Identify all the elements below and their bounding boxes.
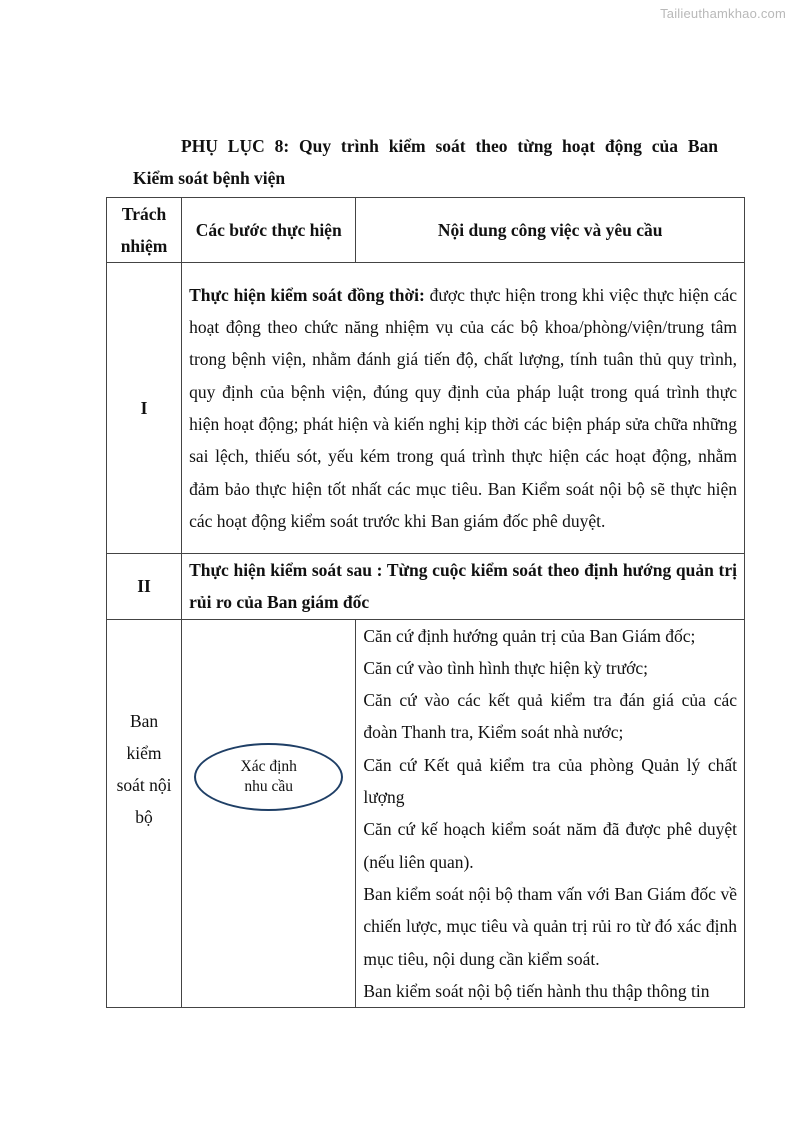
header-steps: Các bước thực hiện [182,198,356,263]
title-line-1: PHỤ LỤC 8: Quy trình kiểm soát theo từng hoạt động của Ban [181,136,718,156]
row-III-responsibility: Ban kiểm soát nội bộ [107,575,182,964]
table-row-I [107,263,745,554]
content-item: Ban kiểm soát nội bộ tham vấn với Ban Giám đốc về chiến lược, mục tiêu và quản trị rủi ro từ đó xác định mục tiêu, nội dung cần kiểm soát. [363,883,737,969]
title-line-2: Kiểm soát bệnh viện [133,168,286,188]
header-content: Nội dung công việc và yêu cầu [356,198,745,263]
step-label-line-2: nhu cầu [244,778,294,796]
row-III-content [356,619,745,1008]
watermark: Tailieuthamkhao.com [660,6,786,21]
row-I-text: được thực hiện trong khi việc thực hiện các hoạt động theo chức năng nhiệm vụ của các bộ khoa/phòng/viện/trung tâm trong bệnh viện, nhằm đánh giá tiến độ, chất lượng, tính tuân thủ quy trình, quy định của bệnh viện, đúng quy định của pháp luật trong quá trình thực hiện hoạt động; phát hiện và kiến nghị kịp thời các biện pháp sửa chữa những sai lệch, thiếu sót, yếu kém trong quá trình thực hiện các hoạt động, nhằm đảm bảo thực hiện tốt nhất các mục tiêu. Ban Kiểm soát nội bộ sẽ thực hiện các hoạt động kiểm soát trước khi Ban giám đốc phê duyệt. [189,284,737,531]
process-table [106,197,745,1008]
row-II-label: II [107,554,182,620]
content-item: Căn cứ định hướng quản trị của Ban Giám đốc; [363,625,696,646]
step-ellipse-identify-needs [194,743,343,811]
table-header-row [107,198,745,263]
page-title [133,130,718,194]
content-item: Căn cứ kế hoạch kiểm soát năm đã được phê duyệt (nếu liên quan). [363,819,737,872]
content-item: Ban kiểm soát nội bộ tiến hành thu thập thông tin [363,980,710,1001]
row-III-step [182,619,356,1008]
header-responsibility: Trách nhiệm [107,198,182,263]
content-item: Căn cứ Kết quả kiểm tra của phòng Quản lý chất lượng [363,754,737,808]
content-item: Căn cứ vào các kết quả kiểm tra đán giá của các đoàn Thanh tra, Kiểm soát nhà nước; [363,690,737,743]
row-I-content [182,263,745,554]
step-label-line-1: Xác định [240,758,297,776]
row-II-content: Thực hiện kiểm soát sau : Từng cuộc kiểm soát theo định hướng quản trị rủi ro của Ban giám đốc [182,554,745,620]
table-row-III [107,619,745,1008]
content-item: Căn cứ vào tình hình thực hiện kỳ trước; [363,657,648,678]
row-I-label: I [107,263,182,554]
row-I-bold-lead: Thực hiện kiểm soát đồng thời: [189,284,425,305]
table-row-II [107,554,745,620]
